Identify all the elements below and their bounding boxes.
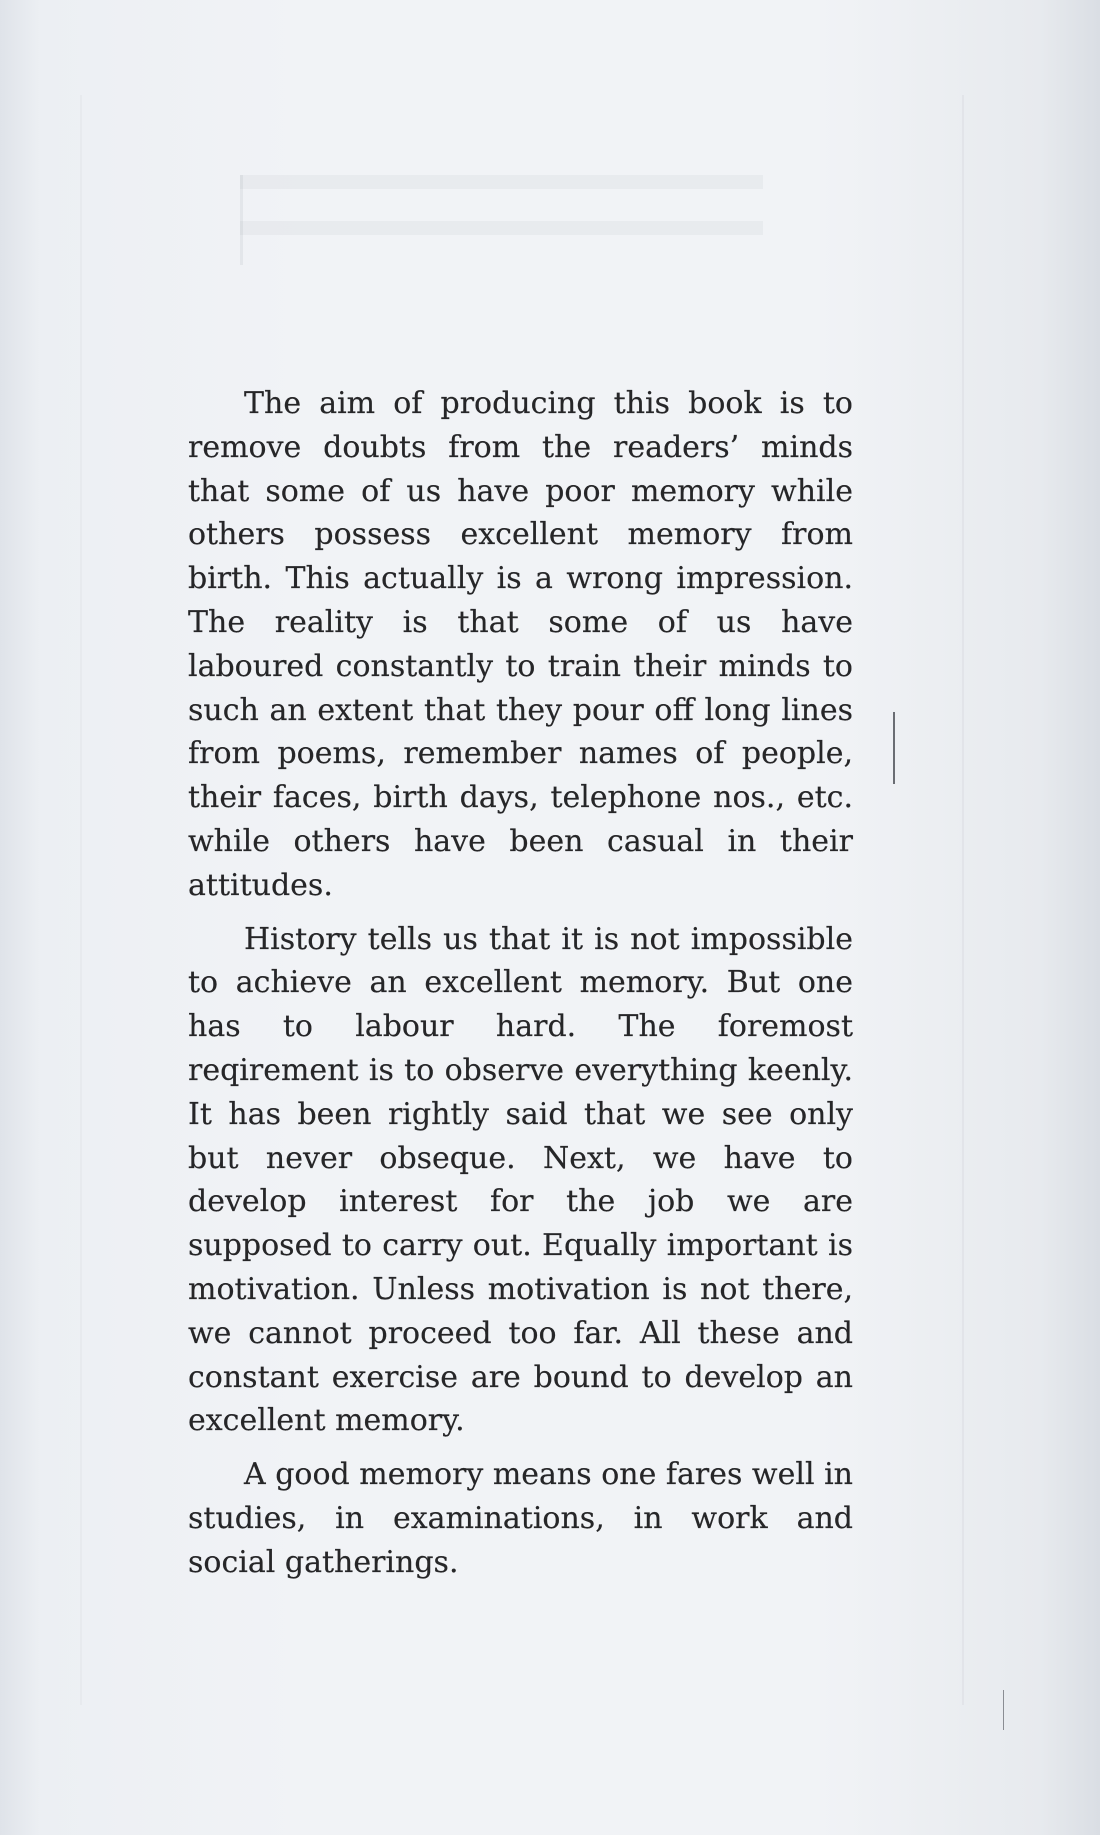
body-text [188, 382, 853, 1595]
show-through-text [240, 175, 763, 265]
paragraph-3: A good memory means one fares well in studies, in examinations, in work and social gatherings. [188, 1457, 853, 1580]
paragraph-1: The aim of producing this book is to remove doubts from the readers’ minds that some of us have poor memory while others possess excellent memory from birth. This actually is a wrong impression. The reality is that some of us have laboured constantly to train their minds to such an extent that they pour off long lines from poems, remember names of people, their faces, birth days, telephone nos., etc. while others have been casual in their attitudes. [188, 386, 853, 903]
margin-mark [893, 712, 895, 784]
margin-mark-lower [1003, 1690, 1004, 1730]
paragraph-2: History tells us that it is not impossible to achieve an excellent memory. But one has to labour hard. The foremost reqirement is to observe everything keenly. It has been rightly said that we see only but never obseque. Next, we have to develop interest for the job we are supposed to carry out. Equally important is motivation. Unless motivation is not there, we cannot proceed too far. All these and constant exercise are bound to develop an excellent memory. [188, 921, 853, 1439]
